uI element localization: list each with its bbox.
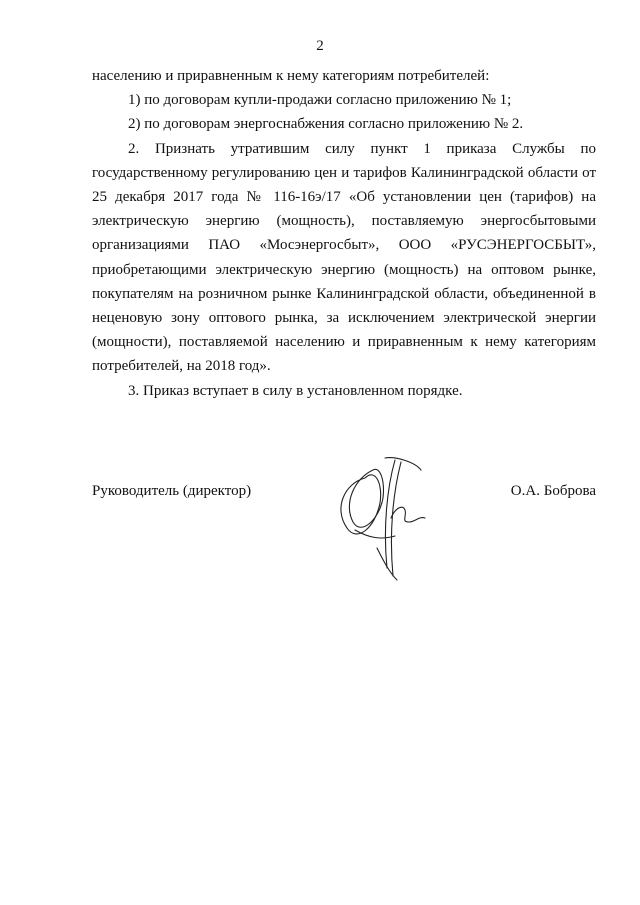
document-body bbox=[92, 64, 596, 403]
list-item-1: 1) по договорам купли-продажи согласно приложению № 1; bbox=[128, 92, 512, 109]
handwritten-signature-icon bbox=[325, 448, 435, 588]
signatory-name: О.А. Боброва bbox=[510, 483, 596, 499]
paragraph-point-2: 2. Признать утратившим силу пункт 1 приказа Службы по государственному регулированию цен и тарифов Калининградской области от 25 декабря 2017 года № 116-16э/17 «Об установлении цен (тарифов) на электрическую энергию (мощность), поставляемую энергосбытовыми организациями ПАО «Мосэнергосбыт», ООО «РУСЭНЕРГОСБЫТ», приобретающими электрическую энергию (мощность) на оптовом рынке, покупателям на розничном рынке Калининградской области, объединенной в неценовую зону оптового рынка, за исключением электрической энергии (мощности), поставляемой населению и приравненным к нему категориям потребителей, на 2018 год». bbox=[92, 140, 596, 375]
paragraph-continuation: населению и приравненным к нему категориям потребителей: bbox=[92, 68, 490, 84]
page-number: 2 bbox=[316, 38, 324, 54]
signatory-position: Руководитель (директор) bbox=[92, 483, 252, 499]
paragraph-point-3: 3. Приказ вступает в силу в установленном порядке. bbox=[128, 382, 463, 399]
list-item-2: 2) по договорам энергоснабжения согласно приложению № 2. bbox=[128, 116, 524, 133]
